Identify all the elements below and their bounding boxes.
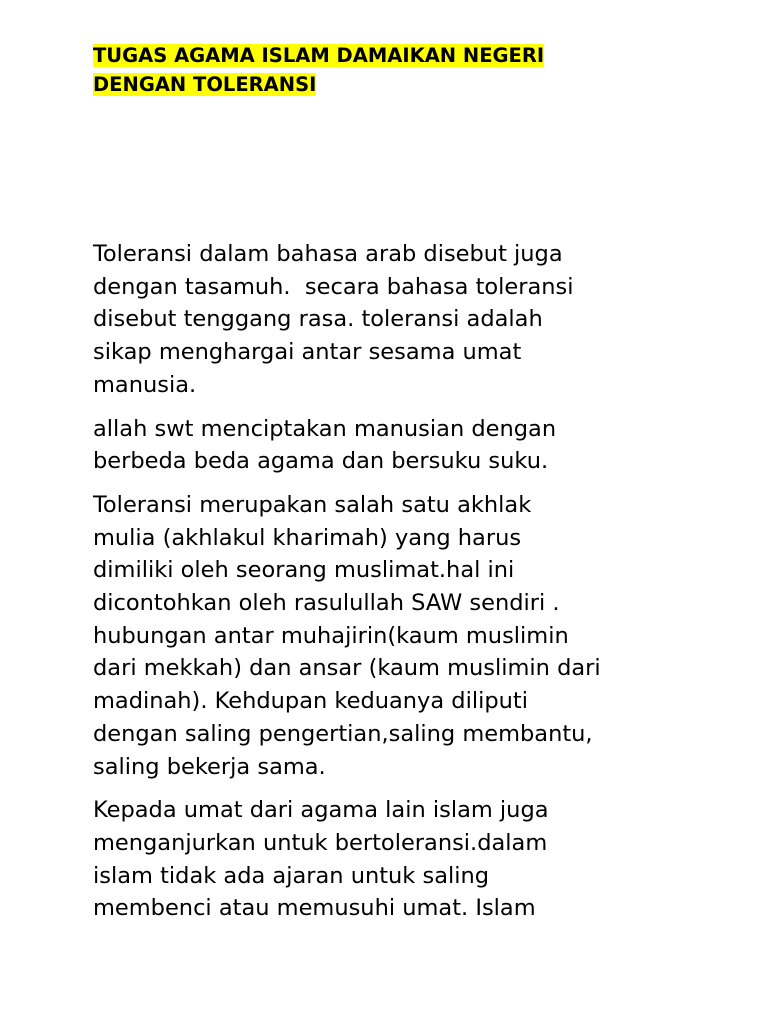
text-line: hubungan antar muhajirin(kaum muslimin (93, 622, 569, 649)
document-title (93, 41, 693, 99)
text-line: sikap menghargai antar sesama umat (93, 339, 522, 366)
text-line: madinah). Kehdupan keduanya diliputi (93, 688, 528, 715)
title-highlight: TUGAS AGAMA ISLAM DAMAIKAN NEGERI (93, 44, 545, 67)
title-highlight: DENGAN TOLERANSI (93, 73, 317, 96)
text-line: manusia. (93, 371, 197, 398)
text-line: berbeda beda agama dan bersuku suku. (93, 448, 549, 475)
text-line: dimiliki oleh seorang muslimat.hal ini (93, 557, 515, 584)
document-body (93, 238, 693, 936)
text-line: dengan saling pengertian,saling membantu, (93, 720, 593, 747)
text-line: islam tidak ada ajaran untuk saling (93, 862, 490, 889)
paragraph (93, 238, 693, 402)
text-line: dari mekkah) dan ansar (kaum muslimin dari (93, 655, 601, 682)
text-line: mulia (akhlakul kharimah) yang harus (93, 524, 522, 551)
text-line: allah swt menciptakan manusian dengan (93, 415, 557, 442)
text-line: Toleransi merupakan salah satu akhlak (93, 491, 532, 518)
title-line (93, 41, 693, 70)
paragraph (93, 413, 693, 478)
text-line: disebut tenggang rasa. toleransi adalah (93, 306, 543, 333)
paragraph (93, 489, 693, 783)
text-line: dengan tasamuh. secara bahasa toleransi (93, 273, 574, 300)
paragraph (93, 794, 693, 925)
text-line: Kepada umat dari agama lain islam juga (93, 797, 549, 824)
text-line: membenci atau memusuhi umat. Islam (93, 895, 536, 922)
text-line: menganjurkan untuk bertoleransi.dalam (93, 829, 548, 856)
title-line (93, 70, 693, 99)
text-line: Toleransi dalam bahasa arab disebut juga (93, 241, 563, 267)
text-line: saling bekerja sama. (93, 753, 326, 780)
text-line: dicontohkan oleh rasulullah SAW sendiri . (93, 590, 560, 617)
